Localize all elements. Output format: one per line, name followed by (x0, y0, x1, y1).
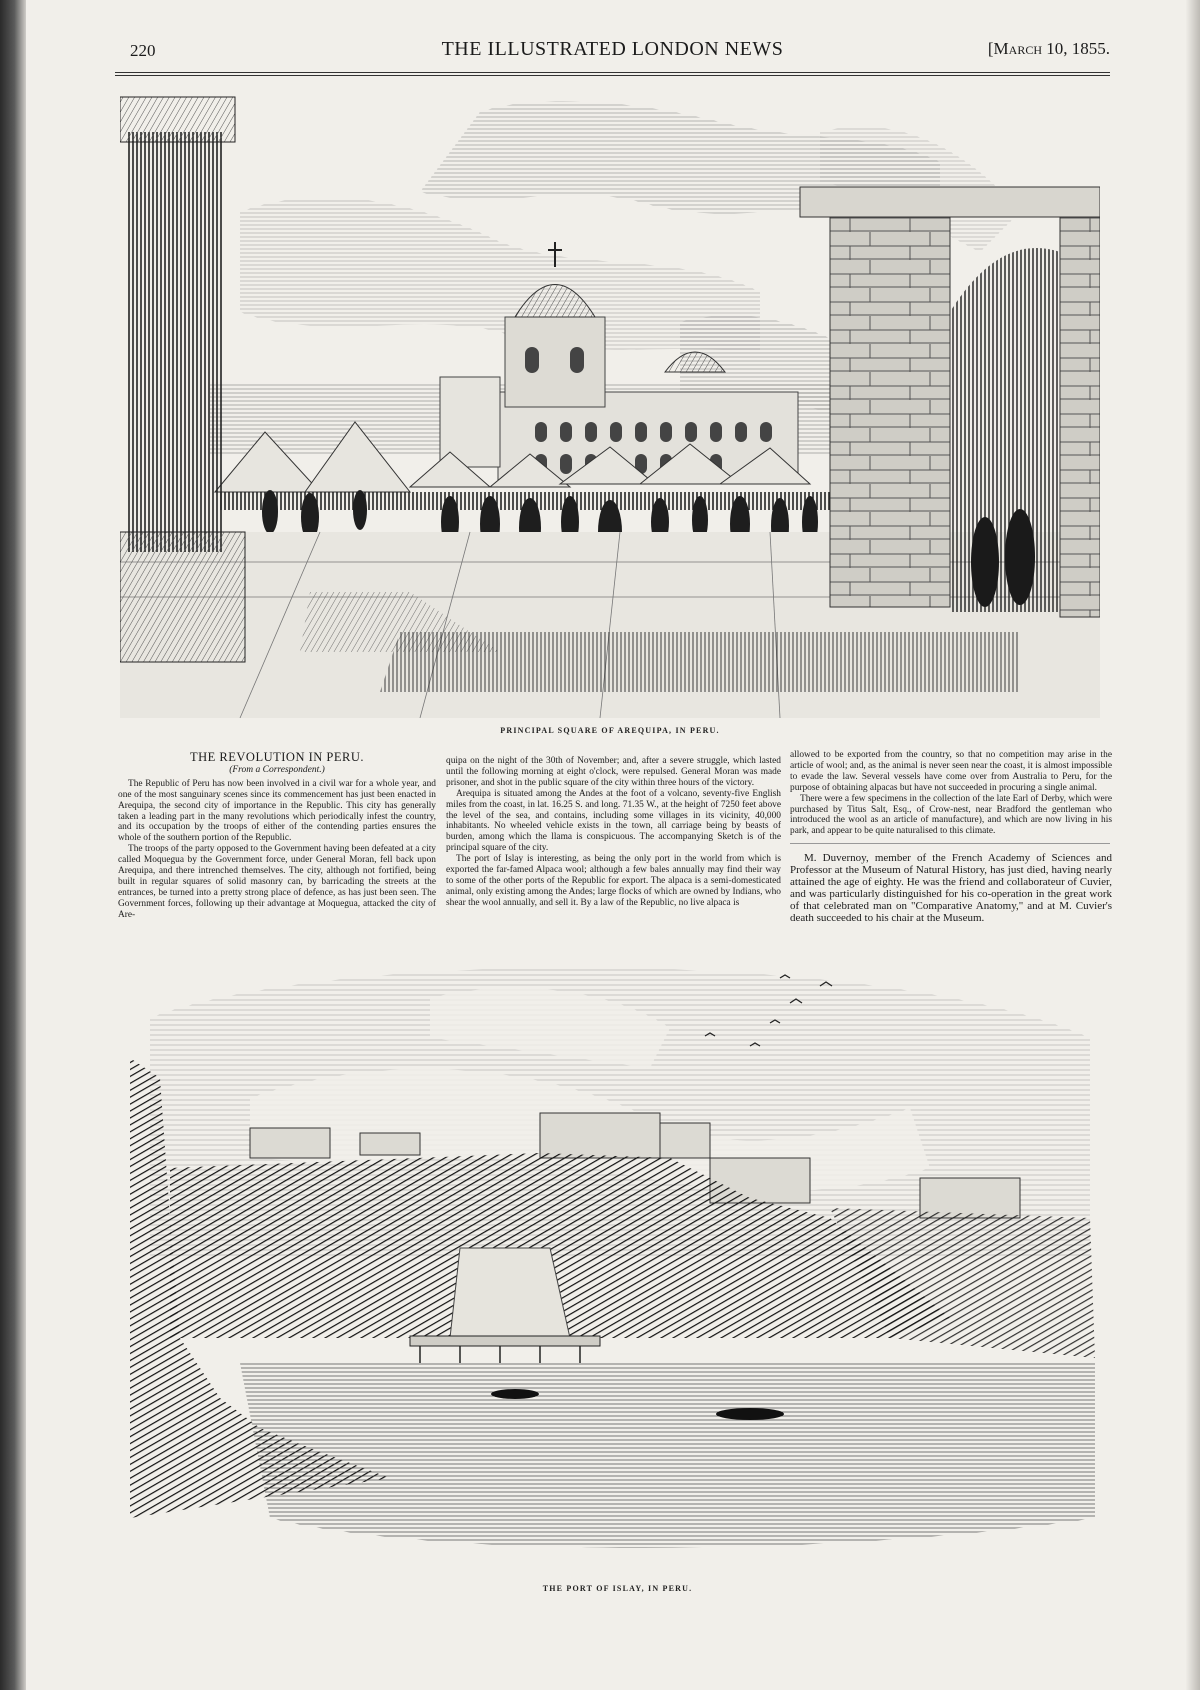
arequipa-square-illustration (120, 92, 1100, 718)
paragraph: The port of Islay is interesting, as being the only port in the world from which is exported the far-famed Alpaca wool; although a few bales annually may find their way to some of the other ports of the Republic for export. The alpaca is a semi-domesticated animal, only existing among the Andes; large flocks of which are owned by Indians, who shear the wool annually, and sell it. By a law of the Republic, no live alpaca is (446, 854, 781, 908)
bottom-illustration-caption: THE PORT OF ISLAY, IN PERU. (542, 1584, 693, 1593)
section-divider (790, 843, 1110, 844)
binding-edge (0, 0, 26, 1690)
obituary-notice: M. Duvernoy, member of the French Academy of Sciences and Professor at the Museum of Natural History, has just died, having nearly attained the age of eighty. He was the friend and collaborateur of Cuvier, and was particularly distinguished for his co-operation in the great work of that celebrated man on "Comparative Anatomy," and at M. Cuvier's death succeeded to his chair at the Museum. (790, 852, 1112, 925)
article-title: THE REVOLUTION IN PERU. (190, 750, 364, 764)
paragraph: allowed to be exported from the country, so that no competition may arise in the article of wool; and, as the animal is never seen near the coast, it is almost impossible to evade the law. Several vessels have come over from Australia to Peru, for the purpose of obtaining alpacas but have not succeeded in procuring a single animal. (790, 750, 1112, 793)
page-edge-right (1186, 0, 1200, 1690)
paragraph: Arequipa is situated among the Andes at the foot of a volcano, seventy-five English miles from the coast, in lat. 16.25 S. and long. 71.35 W., at the height of 7250 feet above the level of the sea, and contains, including some villages in its vicinity, 40,000 inhabitants. No wheeled vehicle exists in the town, all carriage being by beasts of burden, among which the llama is conspicuous. The accompanying Sketch is of the principal square of the city. (446, 788, 781, 854)
arequipa-square-engraving (120, 92, 1100, 718)
article-subtitle: (From a Correspondent.) (229, 764, 325, 775)
paragraph: There were a few specimens in the collection of the late Earl of Derby, which were purchased by Titus Salt, Esq., of Crow-nest, near Bradford the gentleman who introduced the wool as an article of manufacture), and which are now living in his park, and appear to be quite naturalised to this climate. (790, 793, 1112, 837)
article-column-1 (118, 752, 436, 921)
header-rule-double (115, 75, 1110, 76)
masthead (115, 36, 1110, 70)
issue-date: [March 10, 1855. (987, 39, 1110, 58)
paragraph: The troops of the party opposed to the Government having been defeated at a city called Moquegua by the Government force, under General Moran, fell back upon Arequipa, and there intrenched themselves. The city, although not fortified, being built in regular squares of solid masonry can, by barricading the streets at the entrances, be turned into a pretty strong place of defence, as has just been seen. The Government forces, following up their advantage at Moquegua, attacked the city of Are- (118, 844, 436, 920)
top-illustration-caption: PRINCIPAL SQUARE OF AREQUIPA, IN PERU. (500, 726, 720, 735)
article-column-3 (790, 750, 1112, 924)
page-number: 220 (130, 41, 156, 60)
paragraph: quipa on the night of the 30th of November; and, after a severe struggle, which lasted until the following morning at eight o'clock, were repulsed. General Moran was made prisoner, and shot in the public square of the city within three hours of the victory. (446, 756, 781, 788)
islay-port-engraving (130, 958, 1105, 1563)
paragraph: The Republic of Peru has now been involved in a civil war for a whole year, and one of the most sanguinary scenes since its commencement has just been enacted in Arequipa, the second city of importance in the Republic. This city has generally taken a leading part in the many revolutions which periodically infest the country, and its occupation by the troops of either of the contending parties ensures the whole of the southern portion of the Republic. (118, 778, 436, 844)
article-column-2 (446, 756, 781, 909)
publication-title: THE ILLUSTRATED LONDON NEWS (441, 38, 784, 60)
stone-archway (800, 187, 1100, 617)
islay-port-illustration (130, 958, 1105, 1563)
header-rule (115, 72, 1110, 73)
